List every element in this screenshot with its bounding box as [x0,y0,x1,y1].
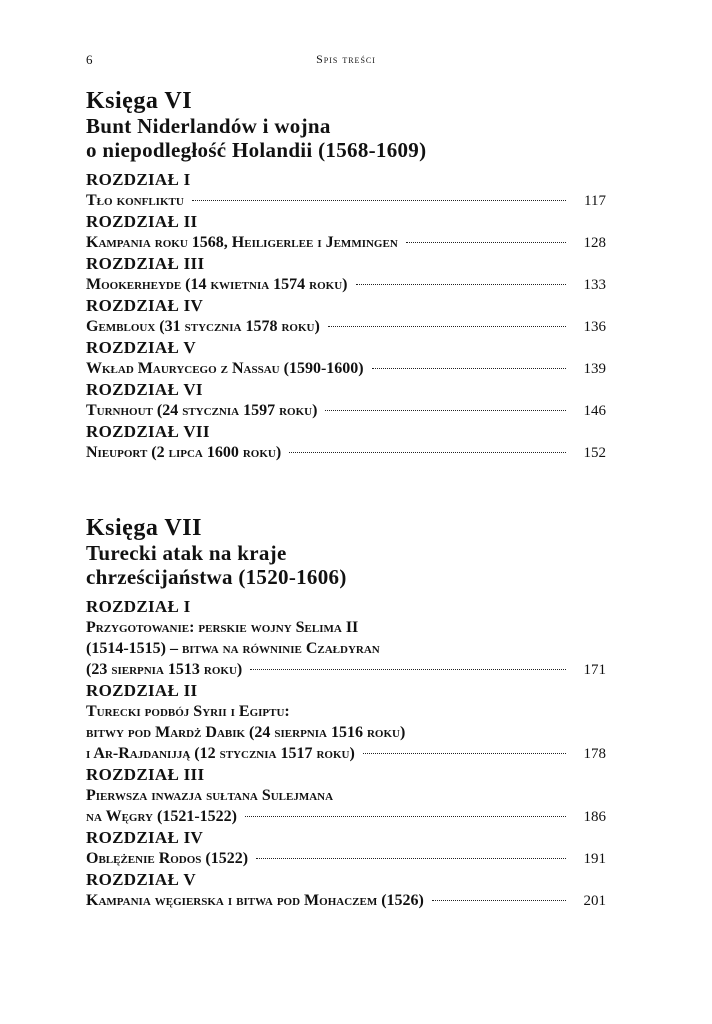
entry-title-line: Pierwsza inwazja sułtana Sulejmana [86,787,334,804]
entry-title-line: Turecki podbój Syrii i Egiptu: [86,703,290,720]
toc-chapter [86,422,606,464]
book-section [86,88,606,464]
book-title: Księga VII [86,515,202,541]
running-title: Spis treści [316,52,376,66]
toc-entry[interactable] [86,400,606,422]
entry-title-row [86,274,606,296]
entry-title-line: Tło konfliktu [86,192,184,209]
dot-leader [432,900,566,901]
toc-entry[interactable] [86,316,606,338]
dot-leader [363,753,566,754]
chapter-label: ROZDZIAŁ I [86,170,191,189]
entry-title-row [86,232,606,254]
toc-chapter [86,765,606,828]
toc-chapter [86,254,606,296]
entry-title-row [86,848,606,870]
toc-entry[interactable] [86,442,606,464]
running-head [86,52,606,68]
toc-entry[interactable] [86,358,606,380]
entry-page-number: 139 [583,361,606,377]
dot-leader [192,200,566,201]
toc-chapter [86,212,606,254]
dot-leader [406,242,566,243]
entry-page-number: 133 [583,277,606,293]
page-number: 6 [86,52,93,67]
toc-entry[interactable] [86,701,606,765]
entry-title-row [86,806,606,828]
entry-page-number: 146 [583,403,606,419]
entry-title-row [86,659,606,681]
book-subtitle-line: Bunt Niderlandów i wojna [86,114,331,138]
entry-title-row [86,358,606,380]
entry-title-row [86,743,606,765]
entry-title-line: Kampania węgierska i bitwa pod Mohaczem (1526) [86,892,424,909]
entry-title-line: Kampania roku 1568, Heiligerlee i Jemmingen [86,234,398,251]
toc-entry[interactable] [86,274,606,296]
dot-leader [256,858,566,859]
toc-chapter [86,338,606,380]
entry-title-row [86,890,606,912]
book-subtitle-line: Turecki atak na kraje [86,541,287,565]
entry-title-row [86,316,606,338]
chapter-label: ROZDZIAŁ VII [86,422,210,441]
entry-page-number: 152 [583,445,606,461]
entry-page-number: 171 [583,662,606,678]
toc-chapter [86,296,606,338]
entry-title-line: Gembloux (31 stycznia 1578 roku) [86,318,320,335]
entry-page-number: 117 [584,193,606,209]
toc-chapter [86,170,606,212]
toc-chapter [86,597,606,681]
entry-page-number: 201 [583,893,606,909]
chapter-label: ROZDZIAŁ V [86,870,196,889]
entry-title-line: bitwy pod Mardż Dabik (24 sierpnia 1516 roku) [86,724,406,741]
dot-leader [328,326,566,327]
entry-title-line: Wkład Maurycego z Nassau (1590-1600) [86,360,364,377]
toc-chapter [86,870,606,912]
chapter-label: ROZDZIAŁ V [86,338,196,357]
book-subtitle-line: chrześcijaństwa (1520-1606) [86,565,347,589]
entry-title-line: (1514-1515) – bitwa na równinie Czałdyran [86,640,380,657]
toc-entry[interactable] [86,232,606,254]
chapter-label: ROZDZIAŁ III [86,765,205,784]
toc-chapter [86,681,606,765]
entry-title-row [86,400,606,422]
chapter-label: ROZDZIAŁ II [86,681,198,700]
entry-title-line: Oblężenie Rodos (1522) [86,850,249,867]
toc-chapter [86,828,606,870]
toc-chapter [86,380,606,422]
dot-leader [356,284,566,285]
dot-leader [245,816,566,817]
toc-entry[interactable] [86,617,606,681]
entry-title-row [86,190,606,212]
entry-title-row [86,442,606,464]
toc-entry[interactable] [86,848,606,870]
dot-leader [325,410,566,411]
chapter-label: ROZDZIAŁ IV [86,828,204,847]
chapter-label: ROZDZIAŁ VI [86,380,203,399]
book-title: Księga VI [86,88,193,114]
toc-entry[interactable] [86,785,606,828]
book-section [86,515,606,912]
dot-leader [250,669,566,670]
entry-page-number: 186 [583,809,606,825]
toc-entry[interactable] [86,190,606,212]
entry-page-number: 178 [583,746,606,762]
dot-leader [372,368,566,369]
chapter-label: ROZDZIAŁ I [86,597,191,616]
book-subtitle-line: o niepodległość Holandii (1568-1609) [86,138,427,162]
entry-title-line: Mookerheyde (14 kwietnia 1574 roku) [86,276,348,293]
entry-title-line: Turnhout (24 stycznia 1597 roku) [86,402,318,419]
chapter-label: ROZDZIAŁ III [86,254,205,273]
entry-title-line: na Węgry (1521-1522) [86,808,237,825]
chapter-label: ROZDZIAŁ IV [86,296,204,315]
entry-page-number: 136 [583,319,606,335]
entry-title-line: Nieuport (2 lipca 1600 roku) [86,444,282,461]
chapter-label: ROZDZIAŁ II [86,212,198,231]
entry-title-line: (23 sierpnia 1513 roku) [86,661,243,678]
toc-entry[interactable] [86,890,606,912]
entry-page-number: 191 [583,851,606,867]
entry-title-line: Przygotowanie: perskie wojny Selima II [86,619,359,636]
entry-page-number: 128 [583,235,606,251]
dot-leader [289,452,566,453]
entry-title-line: i Ar-Rajdanijją (12 stycznia 1517 roku) [86,745,355,762]
